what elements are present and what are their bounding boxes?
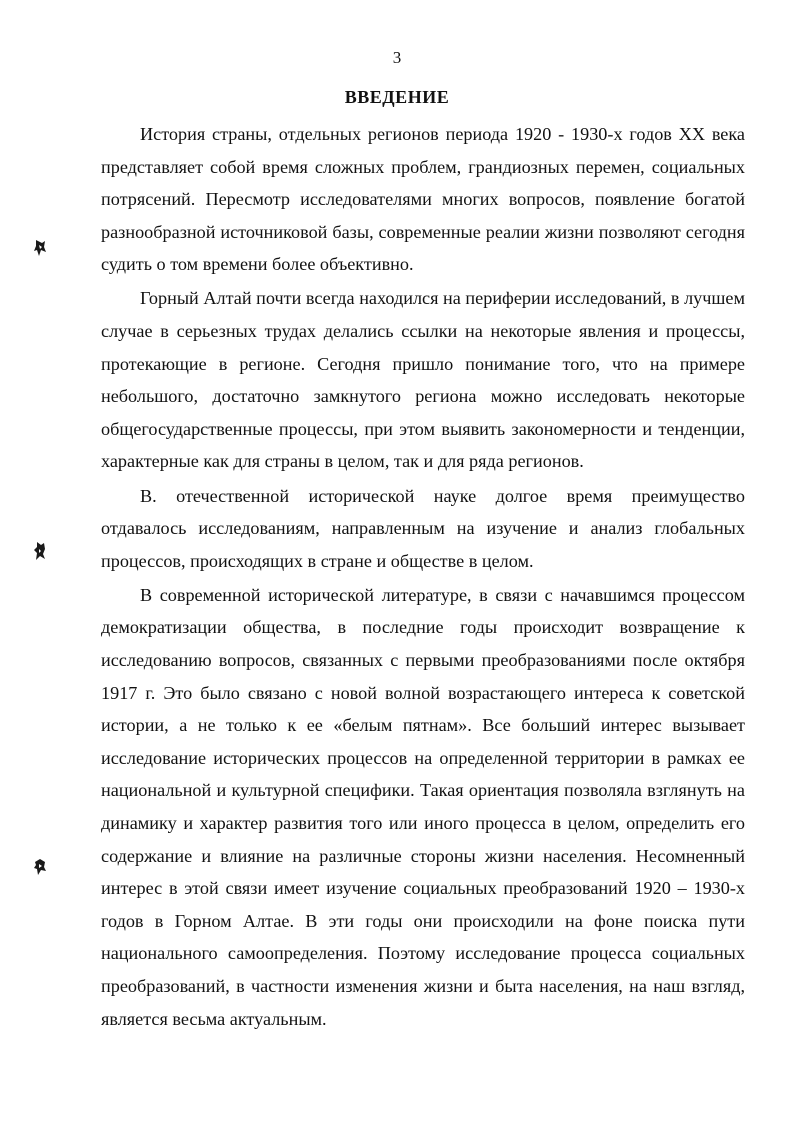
section-heading: ВВЕДЕНИЕ — [344, 87, 450, 107]
binding-hole-mark-icon — [33, 238, 47, 258]
paragraph-3: В. отечественной исторической науке долгое время преимущество отдавалось исследованиям, направленным на изучение и анализ глобальных процессов, происходящих в стране и обществе в целом. — [101, 485, 745, 571]
paragraph-4: В современной исторической литературе, в связи с начавшимся процессом демократизации общества, в последние годы происходит возвращение к исследованию вопросов, связанных с первыми преобразованиями после октября 1917 г. Это было связано с новой волной возрастающего интереса к советской истории, а не только к ее «белым пятнам». Все больший интерес вызывает исследование исторических процессов на определенной территории в рамках ее национальной и культурной специфики. Такая ориентация позволяла взглянуть на динамику и характер развития того или иного процесса в целом, определить его содержание и влияние на различные стороны жизни населения. Несомненный интерес в этой связи имеет изучение социальных преобразований 1920 – 1930-х годов в Горном Алтае. В эти годы они происходили на фоне поиска пути национального самоопределения. Поэтому исследование процесса социальных преобразований, в частности изменения жизни и быта населения, на наш взгляд, является весьма актуальным. — [101, 584, 745, 1029]
binding-hole-mark-icon — [33, 858, 47, 878]
paragraph-1: История страны, отдельных регионов периода 1920 - 1930-х годов XX века представляет собой время сложных проблем, грандиозных перемен, социальных потрясений. Пересмотр исследователями многих вопросов, появление богатой разнообразной источниковой базы, современные реалии жизни позволяют сегодня судить о том времени более объективно. — [101, 124, 745, 275]
body-text — [101, 118, 745, 1035]
paragraph-2: Горный Алтай почти всегда находился на периферии исследований, в лучшем случае в серьезных трудах делались ссылки на некоторые явления и процессы, протекающие в регионе. Сегодня пришло понимание того, что на примере небольшого, достаточно замкнутого региона можно исследовать некоторые общегосударственные процессы, при этом выявить закономерности и тенденции, характерные как для страны в целом, так и для ряда регионов. — [101, 288, 745, 472]
binding-hole-mark-icon — [33, 541, 47, 561]
page-number: 3 — [392, 48, 402, 67]
